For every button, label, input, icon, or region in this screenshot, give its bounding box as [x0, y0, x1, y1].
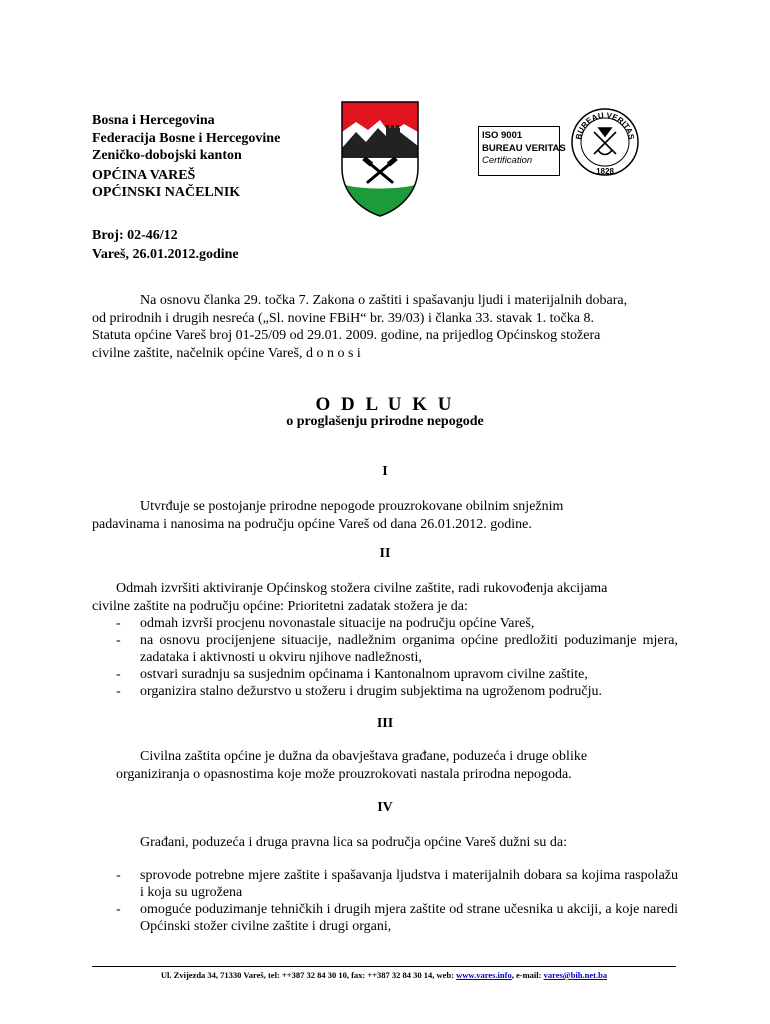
section-heading-iii: III — [376, 716, 394, 731]
decision-title: O D L U K U — [315, 394, 455, 415]
preamble-line: Na osnovu članka 29. točka 7. Zakona o zaštiti i spašavanju ljudi i materijalnih dobara, — [140, 293, 628, 308]
section-ii-text — [92, 580, 678, 615]
document-place-date: Vareš, 26.01.2012.godine — [92, 247, 239, 262]
document-reference — [92, 226, 239, 264]
section-iv-duties — [92, 867, 678, 935]
header-canton: Zeničko-dobojski kanton — [92, 148, 242, 163]
footer-email-link[interactable]: vares@bih.net.ba — [543, 970, 608, 980]
section-iv-text — [92, 834, 678, 852]
section-heading-i: I — [382, 464, 388, 479]
certification-mark — [478, 92, 640, 192]
section-iii-line: organiziranja o opasnostima koje može prouzrokovati nastala prirodna nepogoda. — [116, 766, 572, 782]
header-federation: Federacija Bosne i Hercegovine — [92, 130, 281, 146]
issuer-header — [92, 112, 280, 202]
certification-text — [482, 130, 566, 168]
list-item: - sprovode potrebne mjere zaštite i spašavanja ljudstva i materijalnih dobara sa kojima raspolažu i koja su ugrožena — [92, 867, 678, 901]
bureau-veritas-seal-icon — [570, 92, 640, 192]
footer-contact — [92, 970, 676, 980]
list-item: - ostvari suradnju sa susjednim općinama i Kantonalnom upravom civilne zaštite, — [92, 666, 678, 683]
section-heading-iv: IV — [377, 800, 393, 815]
header-office: OPĆINSKI NAČELNIK — [92, 185, 241, 200]
header-country: Bosna i Hercegovina — [92, 113, 215, 128]
seal-year: 1828 — [596, 167, 614, 176]
certification-label: Certification — [482, 155, 533, 166]
section-heading-ii: II — [379, 546, 391, 561]
list-item: - omoguće poduzimanje tehničkih i drugih mjera zaštite od strane učesnika u akciji, a koje naredi Općinski stožer civilne zaštite i drugi organi, — [92, 901, 678, 935]
preamble-line: civilne zaštite, načelnik općine Vareš, d o n o s i — [92, 345, 361, 361]
list-item: - odmah izvrši procjenu novonastale situacije na području općine Vareš, — [92, 615, 678, 632]
section-ii-line: civilne zaštite na području općine: Prioritetni zadatak stožera je da: — [92, 598, 468, 614]
section-ii-tasks — [92, 615, 678, 700]
footer-divider — [92, 966, 676, 967]
section-i-line: padavinama i nanosima na području općine Vareš od dana 26.01.2012. godine. — [92, 516, 532, 532]
section-ii-line: Odmah izvršiti aktiviranje Općinskog stožera civilne zaštite, radi rukovođenja akcijama — [116, 581, 608, 596]
iso-standard: ISO 9001 — [482, 130, 523, 141]
document-number: Broj: 02-46/12 — [92, 228, 178, 243]
preamble-paragraph — [92, 292, 678, 362]
section-iii-text — [92, 748, 678, 783]
section-i-line: Utvrđuje se postojanje prirodne nepogode prouzrokovane obilnim snježnim — [140, 499, 564, 514]
certification-body: BUREAU VERITAS — [482, 142, 566, 154]
section-iv-line: Građani, poduzeća i druga pravna lica sa područja općine Vareš dužni su da: — [140, 835, 567, 850]
footer-email-label: , e-mail: — [511, 970, 544, 980]
section-i-text — [92, 498, 678, 533]
footer-address: Ul. Zvijezda 34, 71330 Vareš, tel: ++387 32 84 30 10, fax: ++387 32 84 30 14, web: — [160, 970, 457, 980]
decision-subtitle: o proglašenju prirodne nepogode — [286, 414, 484, 429]
coat-of-arms-icon — [338, 98, 422, 218]
list-item: - na osnovu procijenjene situacije, nadležnim organima općine predložiti poduzimanje mjera, zadataka i aktivnosti u okviru njihove nadležnosti, — [92, 632, 678, 666]
list-item: - organizira stalno dežurstvo u stožeru i drugim subjektima na ugroženom području. — [92, 683, 678, 700]
footer-web-link[interactable]: www.vares.info — [456, 970, 512, 980]
header-municipality: OPĆINA VAREŠ — [92, 167, 196, 183]
preamble-line: od prirodnih i drugih nesreća („Sl. novine FBiH“ br. 39/03) i članka 33. stavak 1. točka 8. — [92, 310, 594, 326]
section-iii-line: Civilna zaštita općine je dužna da obavještava građane, poduzeća i druge oblike — [140, 749, 588, 764]
preamble-line: Statuta općine Vareš broj 01-25/09 od 29.01. 2009. godine, na prijedlog Općinskog stožera — [92, 328, 601, 343]
seal-text: BUREAU VERITAS — [574, 110, 636, 141]
